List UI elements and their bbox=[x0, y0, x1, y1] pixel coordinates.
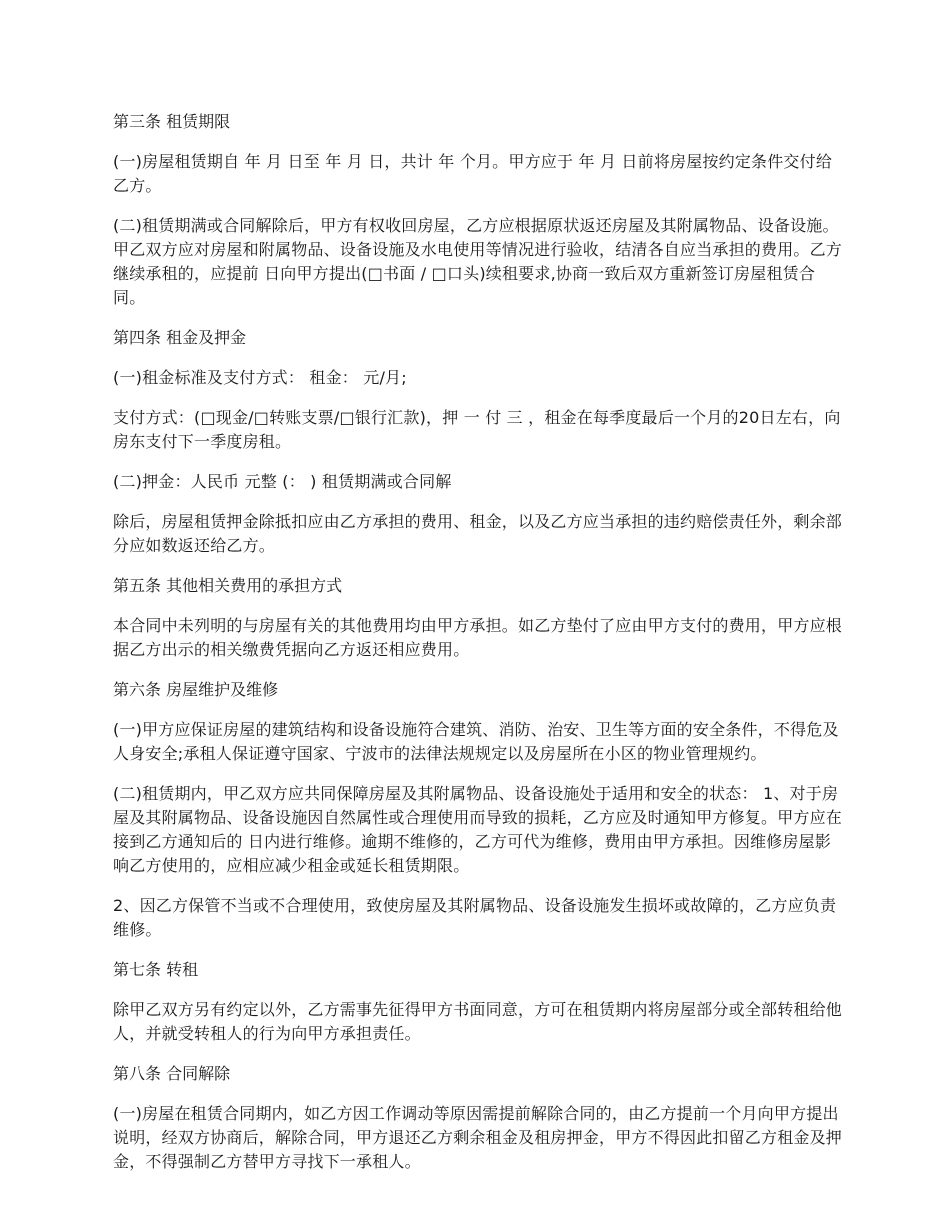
article-5-heading: 第五条 其他相关费用的承担方式 bbox=[113, 576, 343, 595]
article-8-clause-1: (一)房屋在租赁合同期内，如乙方因工作调动等原因需提前解除合同的，由乙方提前一个月向甲方提出说明，经双方协商后，解除合同，甲方退还乙方剩余租金及租房押金，甲方不得因此扣留乙方租金及押金，不得强制乙方替甲方寻找下一承租人。 bbox=[113, 1104, 843, 1171]
article-4-rent-standard: (一)租金标准及支付方式： 租金： 元/月; bbox=[113, 368, 407, 387]
article-3-clause-2: (二)租赁期满或合同解除后，甲方有权收回房屋，乙方应根据原状返还房屋及其附属物品、设备设施。甲乙双方应对房屋和附属物品、设备设施及水电使用等情况进行验收，结清各自应当承担的费用。乙方继续承租的，应提前 日向甲方提出(□书面 / □口头)续租要求,协商一致后双方重新签订房屋租赁合同。 bbox=[113, 216, 843, 307]
article-4-heading: 第四条 租金及押金 bbox=[113, 328, 247, 347]
article-3-clause-1: (一)房屋租赁期自 年 月 日至 年 月 日，共计 年 个月。甲方应于 年 月 日前将房屋按约定条件交付给乙方。 bbox=[113, 152, 833, 195]
article-6-clause-1: (一)甲方应保证房屋的建筑结构和设备设施符合建筑、消防、治安、卫生等方面的安全条件，不得危及人身安全;承租人保证遵守国家、宁波市的法律法规规定以及房屋所在小区的物业管理规约。 bbox=[113, 720, 839, 763]
article-5-clause: 本合同中未列明的与房屋有关的其他费用均由甲方承担。如乙方垫付了应由甲方支付的费用，甲方应根据乙方出示的相关缴费凭据向乙方返还相应费用。 bbox=[113, 616, 843, 659]
article-7-heading: 第七条 转租 bbox=[113, 960, 199, 979]
article-3-heading: 第三条 租赁期限 bbox=[113, 112, 231, 131]
article-4-payment-method: 支付方式：(□现金/□转账支票/□银行汇款)，押 一 付 三 ，租金在每季度最后一个月的20日左右，向房东支付下一季度房租。 bbox=[113, 408, 841, 451]
article-6-clause-2-item-2: 2、因乙方保管不当或不合理使用，致使房屋及其附属物品、设备设施发生损坏或故障的，乙方应负责维修。 bbox=[113, 896, 837, 939]
article-6-clause-2: (二)租赁期内，甲乙双方应共同保障房屋及其附属物品、设备设施处于适用和安全的状态： 1、对于房屋及其附属物品、设备设施因自然属性或合理使用而导致的损耗，乙方应及时通知甲方修复。甲方应在接到乙方通知后的 日内进行维修。逾期不维修的，乙方可代为维修，费用由甲方承担。因维修房屋影响乙方使用的，应相应减少租金或延长租赁期限。 bbox=[113, 784, 843, 875]
article-4-deposit-return: 除后，房屋租赁押金除抵扣应由乙方承担的费用、租金，以及乙方应当承担的违约赔偿责任外，剩余部分应如数返还给乙方。 bbox=[113, 512, 843, 555]
article-4-deposit: (二)押金：人民币 元整 (： ) 租赁期满或合同解 bbox=[113, 472, 452, 491]
article-7-clause: 除甲乙双方另有约定以外，乙方需事先征得甲方书面同意，方可在租赁期内将房屋部分或全部转租给他人，并就受转租人的行为向甲方承担责任。 bbox=[113, 1000, 843, 1043]
article-6-heading: 第六条 房屋维护及维修 bbox=[113, 680, 279, 699]
article-8-heading: 第八条 合同解除 bbox=[113, 1064, 231, 1083]
document-body bbox=[113, 110, 843, 1190]
